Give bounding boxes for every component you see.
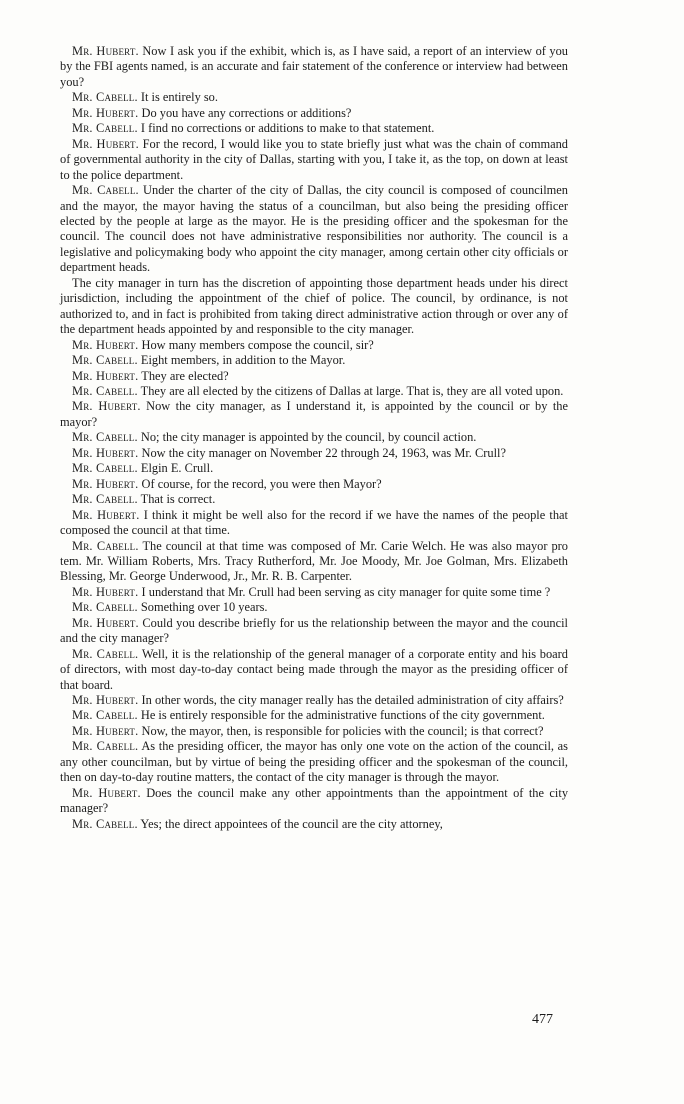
speaker-label: Mr. Hubert. <box>72 337 139 352</box>
paragraph-text: Something over 10 years. <box>140 600 268 615</box>
paragraph-text: That is correct. <box>140 492 216 507</box>
speaker-label: Mr. Hubert. <box>72 368 139 383</box>
testimony-paragraph <box>60 44 568 90</box>
paragraph-text: Now, the mayor, then, is responsible for policies with the council; is that correct? <box>141 723 544 738</box>
paragraph-text: Now the city manager, as I understand it, is appointed by the council or by the mayor? <box>60 399 568 429</box>
speaker-label: Mr. Cabell. <box>72 353 138 368</box>
speaker-label: Mr. Cabell. <box>72 90 138 105</box>
paragraph-text: Does the council make any other appointments than the appointment of the city manager? <box>60 785 569 816</box>
testimony-paragraph <box>60 708 568 723</box>
speaker-label: Mr. Hubert. <box>72 615 139 630</box>
paragraph-text: Elgin E. Crull. <box>140 461 214 476</box>
page-number: 477 <box>532 1012 553 1027</box>
speaker-label: Mr. Hubert. <box>72 785 141 800</box>
testimony-paragraph <box>60 492 568 507</box>
speaker-label: Mr. Cabell. <box>72 708 138 723</box>
paragraph-text: Now the city manager on November 22 through 24, 1963, was Mr. Crull? <box>141 445 506 460</box>
speaker-label: Mr. Hubert. <box>72 476 139 491</box>
paragraph-text: In other words, the city manager really has the detailed administration of city affairs? <box>141 693 564 708</box>
speaker-label: Mr. Cabell. <box>72 492 138 507</box>
testimony-paragraph <box>60 539 568 585</box>
speaker-label: Mr. Cabell. <box>72 739 139 754</box>
speaker-label: Mr. Cabell. <box>72 183 139 198</box>
paragraph-text: He is entirely responsible for the administrative functions of the city government. <box>140 708 545 723</box>
testimony-paragraph <box>60 106 568 121</box>
paragraph-text: Of course, for the record, you were then Mayor? <box>141 476 382 491</box>
speaker-label: Mr. Hubert. <box>72 507 140 522</box>
speaker-label: Mr. Hubert. <box>72 136 139 151</box>
testimony-paragraph <box>60 647 568 693</box>
paragraph-text: Eight members, in addition to the Mayor. <box>140 353 346 368</box>
paragraph-text: It is entirely so. <box>140 90 218 105</box>
paragraph-text: How many members compose the council, sir? <box>141 337 374 352</box>
testimony-paragraph <box>60 739 568 785</box>
speaker-label: Mr. Cabell. <box>72 600 138 615</box>
speaker-label: Mr. Cabell. <box>72 461 138 476</box>
testimony-paragraph <box>60 338 568 353</box>
testimony-paragraph <box>60 369 568 384</box>
testimony-paragraph <box>60 430 568 445</box>
paragraph-text: No; the city manager is appointed by the council, by council action. <box>140 430 477 445</box>
testimony-paragraph <box>60 384 568 399</box>
paragraph-text: I think it might be well also for the record if we have the names of the people that composed the council at that time. <box>60 507 568 538</box>
testimony-paragraph <box>60 183 568 276</box>
testimony-paragraph <box>60 600 568 615</box>
paragraph-text: They are all elected by the citizens of Dallas at large. That is, they are all voted upon. <box>140 383 564 398</box>
speaker-label: Mr. Cabell. <box>72 538 139 553</box>
paragraph-text: Yes; the direct appointees of the council are the city attorney, <box>140 816 443 831</box>
paragraph-text: Now I ask you if the exhibit, which is, as I have said, a report of an interview of you by the FBI agents named, is an accurate and fair statement of the conference or interview had between you? <box>60 44 568 89</box>
testimony-paragraph <box>60 90 568 105</box>
testimony-paragraph <box>60 585 568 600</box>
testimony-paragraph <box>60 724 568 739</box>
testimony-paragraph <box>60 399 568 430</box>
paragraph-text: They are elected? <box>141 368 229 383</box>
speaker-label: Mr. Hubert. <box>72 723 139 738</box>
testimony-paragraph <box>60 616 568 647</box>
testimony-paragraph <box>60 508 568 539</box>
speaker-label: Mr. Hubert. <box>72 445 139 460</box>
testimony-paragraph <box>60 461 568 476</box>
speaker-label: Mr. Cabell. <box>72 646 139 661</box>
paragraph-text: Do you have any corrections or additions? <box>141 105 352 120</box>
paragraph-text: The council at that time was composed of Mr. Carie Welch. He was also mayor pro tem. Mr. William Roberts, Mrs. Tracy Rutherford, Mr. Joe Moody, Mr. Joe Golman, Mrs. Elizabeth Blessing, Mr. George Underwood, Jr., Mr. R. B. Carpenter. <box>60 538 569 584</box>
paragraph-text: For the record, I would like you to state briefly just what was the chain of command of governmental authority in the city of Dallas, starting with you, I take it, as the top, on down at least to the police department. <box>60 136 568 182</box>
speaker-label: Mr. Hubert. <box>72 693 139 708</box>
speaker-label: Mr. Cabell. <box>72 430 138 445</box>
testimony-paragraph <box>60 276 568 338</box>
speaker-label: Mr. Cabell. <box>72 121 138 136</box>
speaker-label: Mr. Hubert. <box>72 584 139 599</box>
testimony-paragraph <box>60 817 568 832</box>
paragraph-text: As the presiding officer, the mayor has only one vote on the action of the council, as any other councilman, but by virtue of being the presiding officer and the spokesman of the council, then on day-to-day routine matters, the contact of the city manager is through the mayor. <box>60 739 569 785</box>
speaker-label: Mr. Hubert. <box>72 105 139 120</box>
testimony-paragraph <box>60 353 568 368</box>
paragraph-text: I understand that Mr. Crull had been serving as city manager for quite some time ? <box>141 584 551 599</box>
testimony-paragraph <box>60 693 568 708</box>
paragraph-text: The city manager in turn has the discretion of appointing those department heads under his direct jurisdiction, including the appointment of the chief of police. The council, by ordinance, is not authorized to, and in fact is prohibited from taking direct administrative action through or over any of the department heads appointed by and responsible to the city manager. <box>60 275 568 337</box>
testimony-paragraph <box>60 137 568 183</box>
testimony-paragraph <box>60 121 568 136</box>
testimony-paragraph <box>60 446 568 461</box>
speaker-label: Mr. Hubert. <box>72 44 139 58</box>
speaker-label: Mr. Cabell. <box>72 383 138 398</box>
paragraph-text: Well, it is the relationship of the general manager of a corporate entity and his board of directors, with most day-to-day contact being made through the mayor as the presiding officer of that board. <box>60 646 568 692</box>
speaker-label: Mr. Cabell. <box>72 816 138 831</box>
paragraph-text: I find no corrections or additions to make to that statement. <box>140 121 435 136</box>
testimony-paragraph <box>60 477 568 492</box>
paragraph-text: Could you describe briefly for us the relationship between the mayor and the council and the city manager? <box>60 615 568 646</box>
testimony-paragraph <box>60 786 568 817</box>
testimony-text <box>60 44 568 832</box>
speaker-label: Mr. Hubert. <box>72 399 141 414</box>
paragraph-text: Under the charter of the city of Dallas, the city council is composed of councilmen and the mayor, the mayor having the status of a councilman, but also being the presiding officer elected by the people at large as the mayor. He is the presiding officer and the spokesman for the council. The council does not have administrative responsibilities nor authority. The council is a legislative and policymaking body who appoint the city manager, among certain other city officials or department heads. <box>60 183 568 275</box>
